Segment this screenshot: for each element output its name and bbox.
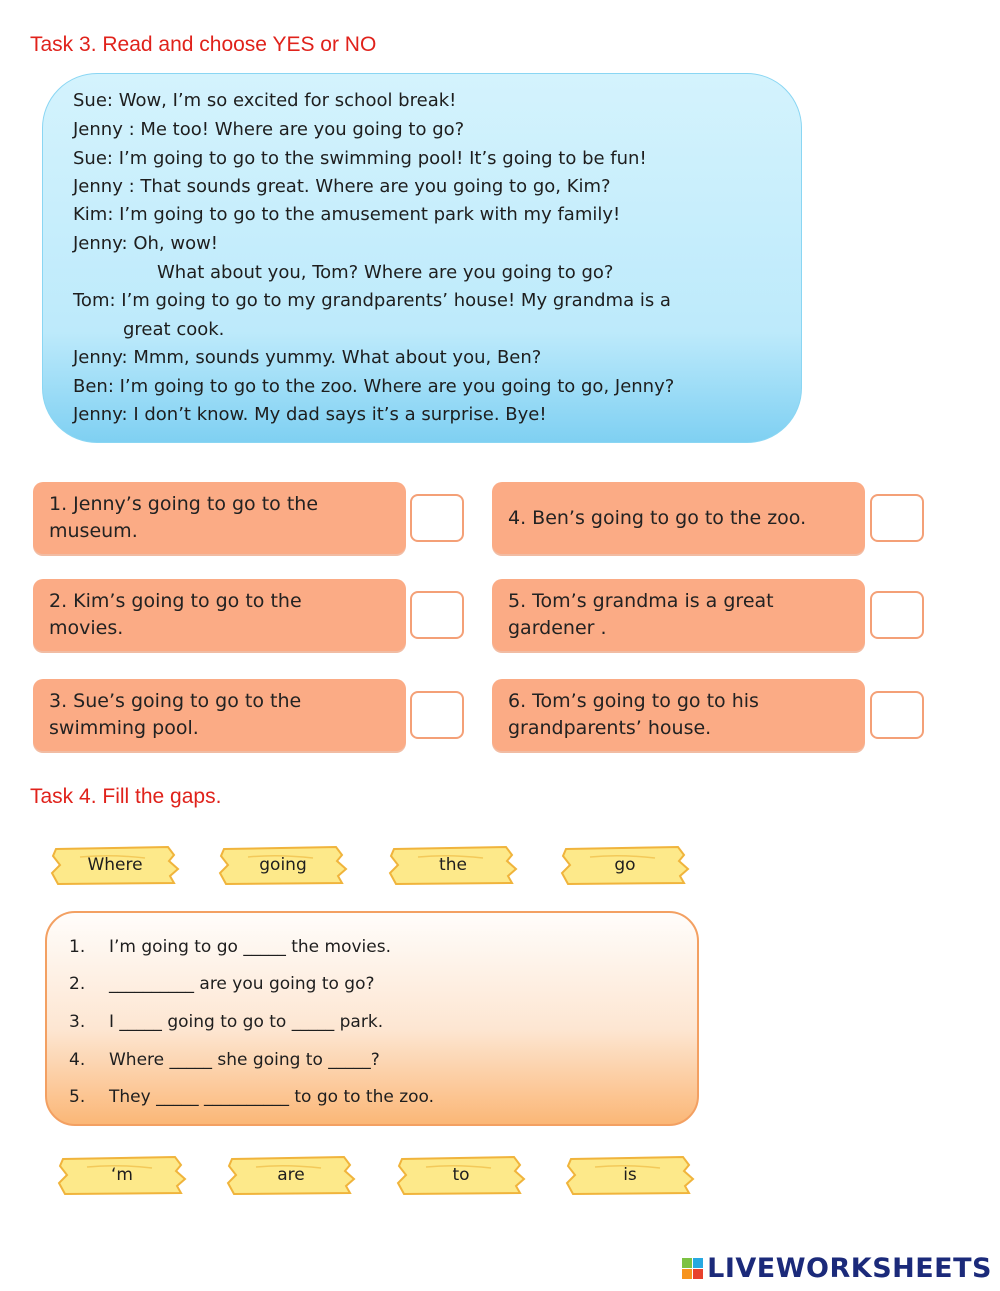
word-plank[interactable] <box>565 1153 695 1197</box>
word-label: to <box>452 1165 470 1185</box>
dialogue-line: great cook. <box>123 319 225 340</box>
dialogue-line: Sue: I’m going to go to the swimming pool! It’s going to be fun! <box>73 148 647 169</box>
statement-text: museum. <box>49 520 138 542</box>
statement-text: 2. Kim’s going to go to the <box>49 590 302 612</box>
sentence-text: I’m going to go _____ the movies. <box>109 937 392 957</box>
word-label: go <box>614 855 636 875</box>
dialogue-line: Sue: Wow, I’m so excited for school break! <box>73 90 457 111</box>
sentence-text: I _____ going to go to _____ park. <box>109 1012 384 1032</box>
word-label: Where <box>87 855 143 875</box>
dialogue-line: Ben: I’m going to go to the zoo. Where are you going to go, Jenny? <box>73 376 675 397</box>
statement-text: swimming pool. <box>49 717 199 739</box>
statement-text: movies. <box>49 617 124 639</box>
word-label: is <box>623 1165 637 1185</box>
statement-1 <box>33 482 406 554</box>
statement-text: 4. Ben’s going to go to the zoo. <box>508 506 807 529</box>
brand-name: LIVEWORKSHEETS <box>707 1253 992 1284</box>
sentence-text: __________ are you going to go? <box>109 974 375 994</box>
gap-sentence <box>69 1012 383 1032</box>
statement-2 <box>33 579 406 651</box>
task4-title: Task 4. Fill the gaps. <box>30 785 222 808</box>
statement-text: grandparents’ house. <box>508 717 712 739</box>
brand-logo-icon <box>682 1258 703 1279</box>
answer-box-2[interactable] <box>410 591 464 639</box>
sentence-number: 2. <box>69 974 86 994</box>
dialogue-line: Jenny: Oh, wow! <box>73 233 219 254</box>
word-plank[interactable] <box>396 1153 526 1197</box>
statement-text: 1. Jenny’s going to go to the <box>49 493 319 515</box>
sentence-number: 1. <box>69 937 86 957</box>
dialogue-line: Kim: I’m going to go to the amusement park with my family! <box>73 204 621 225</box>
statement-5 <box>492 579 865 651</box>
dialogue-line: Jenny : That sounds great. Where are you going to go, Kim? <box>73 176 611 197</box>
dialogue-line: Tom: I’m going to go to my grandparents’ house! My grandma is a <box>73 290 671 311</box>
word-plank[interactable] <box>50 843 180 887</box>
word-plank[interactable] <box>388 843 518 887</box>
dialogue-line: Jenny: I don’t know. My dad says it’s a surprise. Bye! <box>73 404 547 425</box>
sentence-text: Where _____ she going to _____? <box>109 1050 380 1070</box>
word-label: are <box>277 1165 305 1185</box>
word-label: the <box>439 855 467 875</box>
dialogue-line: Jenny: Mmm, sounds yummy. What about you, Ben? <box>73 347 542 368</box>
answer-box-5[interactable] <box>870 591 924 639</box>
sentence-number: 3. <box>69 1012 86 1032</box>
statement-text: 6. Tom’s going to go to his <box>508 690 759 712</box>
statement-text: 5. Tom’s grandma is a great <box>508 590 774 612</box>
answer-box-4[interactable] <box>870 494 924 542</box>
dialogue-line: Jenny : Me too! Where are you going to go? <box>73 119 465 140</box>
sentence-text: They _____ __________ to go to the zoo. <box>109 1087 435 1107</box>
sentence-number: 5. <box>69 1087 86 1107</box>
word-plank[interactable] <box>226 1153 356 1197</box>
answer-box-1[interactable] <box>410 494 464 542</box>
statement-3 <box>33 679 406 751</box>
liveworksheets-logo <box>682 1253 992 1284</box>
statement-text: 3. Sue’s going to go to the <box>49 690 302 712</box>
gap-sentence <box>69 937 391 957</box>
statement-4 <box>492 482 865 554</box>
gap-sentences-box <box>45 911 699 1126</box>
gap-sentence <box>69 1050 380 1070</box>
word-label: going <box>259 855 307 875</box>
dialogue-box <box>42 73 802 443</box>
word-plank[interactable] <box>218 843 348 887</box>
dialogue-line: What about you, Tom? Where are you going to go? <box>157 262 614 283</box>
word-plank[interactable] <box>57 1153 187 1197</box>
word-label: ‘m <box>111 1165 133 1185</box>
answer-box-6[interactable] <box>870 691 924 739</box>
statement-6 <box>492 679 865 751</box>
sentence-number: 4. <box>69 1050 86 1070</box>
gap-sentence <box>69 974 375 994</box>
gap-sentence <box>69 1087 434 1107</box>
statement-text: gardener . <box>508 617 607 639</box>
word-plank[interactable] <box>560 843 690 887</box>
task3-title: Task 3. Read and choose YES or NO <box>30 33 377 56</box>
answer-box-3[interactable] <box>410 691 464 739</box>
